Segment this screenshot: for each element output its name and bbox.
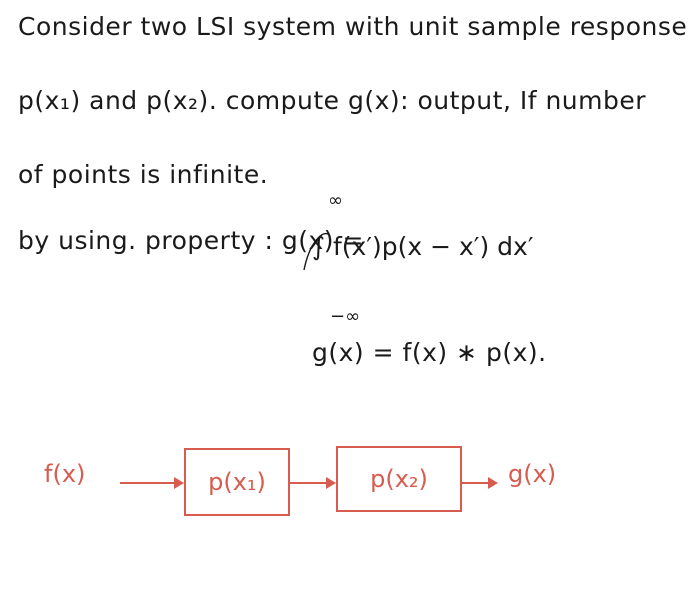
system-box-2 [336, 446, 462, 512]
text-line-2: p(x₁) and p(x₂). compute g(x): output, If number [18, 86, 647, 115]
system-block-diagram [0, 440, 697, 530]
system-box-1 [184, 448, 290, 516]
integral-upper-limit: ∞ [328, 190, 343, 211]
arrow-to-box1 [120, 482, 182, 484]
diagram-output-label: g(x) [508, 460, 557, 488]
convolution-result-equation: g(x) = f(x) ∗ p(x). [312, 338, 547, 367]
system-box-1-label: p(x₁) [208, 468, 266, 496]
integral-lower-limit: −∞ [330, 306, 361, 327]
system-box-2-label: p(x₂) [370, 465, 428, 493]
arrow-between-boxes [290, 482, 334, 484]
text-line-3: of points is infinite. [18, 160, 269, 189]
diagram-input-label: f(x) [44, 460, 86, 488]
text-line-4: by using. property : g(x) = [18, 226, 364, 255]
convolution-integral [312, 190, 692, 327]
integral-expression: ∫ f(x′)p(x − x′) dx′ [312, 232, 534, 261]
arrow-to-output [462, 482, 496, 484]
text-line-1: Consider two LSI system with unit sample response [18, 12, 688, 41]
